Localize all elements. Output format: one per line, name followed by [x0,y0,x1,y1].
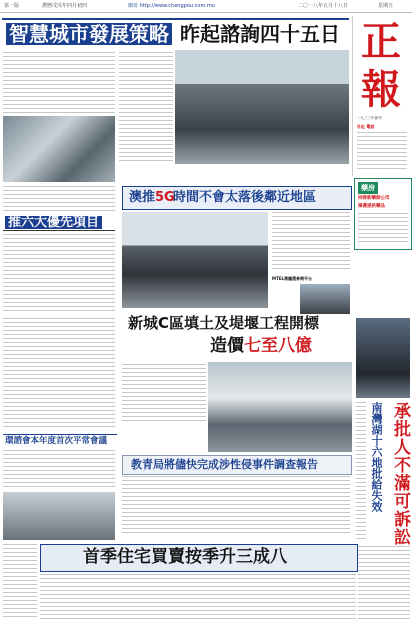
cleaning-headline-text: 推六大優先項目 [5,216,102,229]
side-story-subheadline: 南灣湖十六地批給失效 [370,402,383,512]
contact-details [357,132,407,172]
5g-caption: MTEL澳議選參開平台 [272,276,312,281]
top-bar [0,0,412,13]
smart-city-body-left [3,52,115,114]
smart-city-headline [2,18,349,48]
reclamation-headline-cost: 造價 [210,336,244,356]
smart-city-headline-black: 昨起諮詢四十五日 [180,22,340,46]
pharmacy-line-2: 擇優提供藥品 [358,204,385,209]
reclamation-headline-line2 [210,336,312,355]
education-headline [122,455,352,475]
smart-city-body-left-2 [3,186,115,212]
pharmacy-ad [354,178,412,250]
pharmacy-tag: 藥房 [358,182,378,194]
council-body [3,450,115,490]
smart-city-main-photo [175,50,349,164]
section-label: 第一版 [4,3,20,9]
education-headline-text: 教青局將儘快完成涉性侵事件調查報告 [131,458,318,471]
cleaning-headline [3,214,115,231]
masthead-char-2: 報 [361,66,401,113]
issue-date: 二〇一八年五月十八日 [298,3,349,9]
reclamation-body-left [3,318,115,430]
website-link[interactable]: 網址 http://www.chengpou.com.mo [128,3,215,9]
5g-headline-prefix: 澳推 [129,190,156,205]
5g-headline-suffix: 時間不會太落後鄰近地區 [173,190,317,205]
housing-body-left [3,544,37,620]
reclamation-headline-line1: 新城C區填土及堤堰工程開標 [128,314,320,332]
reclamation-body-right [122,364,206,424]
masthead-char-1: 正 [361,18,401,65]
housing-headline-text: 首季住宅買賣按季升三成八 [83,547,287,567]
5g-headline [122,186,352,210]
reclamation-headline [120,316,354,360]
contact-label: 社址 電話 [357,124,375,129]
smart-city-headline-blue: 智慧城市發展策略 [6,23,172,45]
housing-body-right [358,546,410,620]
council-headline [3,434,117,449]
masthead [352,16,411,176]
side-story-headline: 承批人不滿可訴訟 [390,402,410,546]
5g-headline-5g: 5G [155,190,175,205]
reclamation-headline-amount: 七至八億 [244,336,312,356]
5g-body [272,212,350,272]
smart-city-photo-small [3,116,115,182]
side-story-photo [356,318,410,398]
council-headline-text: 環諮會本年度首次平常會議 [5,436,108,446]
council-photo [3,492,115,540]
side-story-body [356,402,366,542]
lunar-date: 農曆戊戌年四月初四 [42,3,88,9]
housing-body [40,574,356,620]
smart-city-body-mid [119,52,173,164]
reclamation-photo [208,362,352,452]
founded-note: 一九三三年創刊 [357,116,382,120]
housing-headline [40,544,358,572]
5g-portrait [300,284,350,314]
cleaning-body [3,234,115,314]
5g-photo [122,212,268,308]
education-body [122,476,350,536]
pharmacy-details [358,213,408,245]
weekday: 星期五 [378,3,394,9]
pharmacy-line-1: 持牌新藥師公司 [358,196,390,201]
